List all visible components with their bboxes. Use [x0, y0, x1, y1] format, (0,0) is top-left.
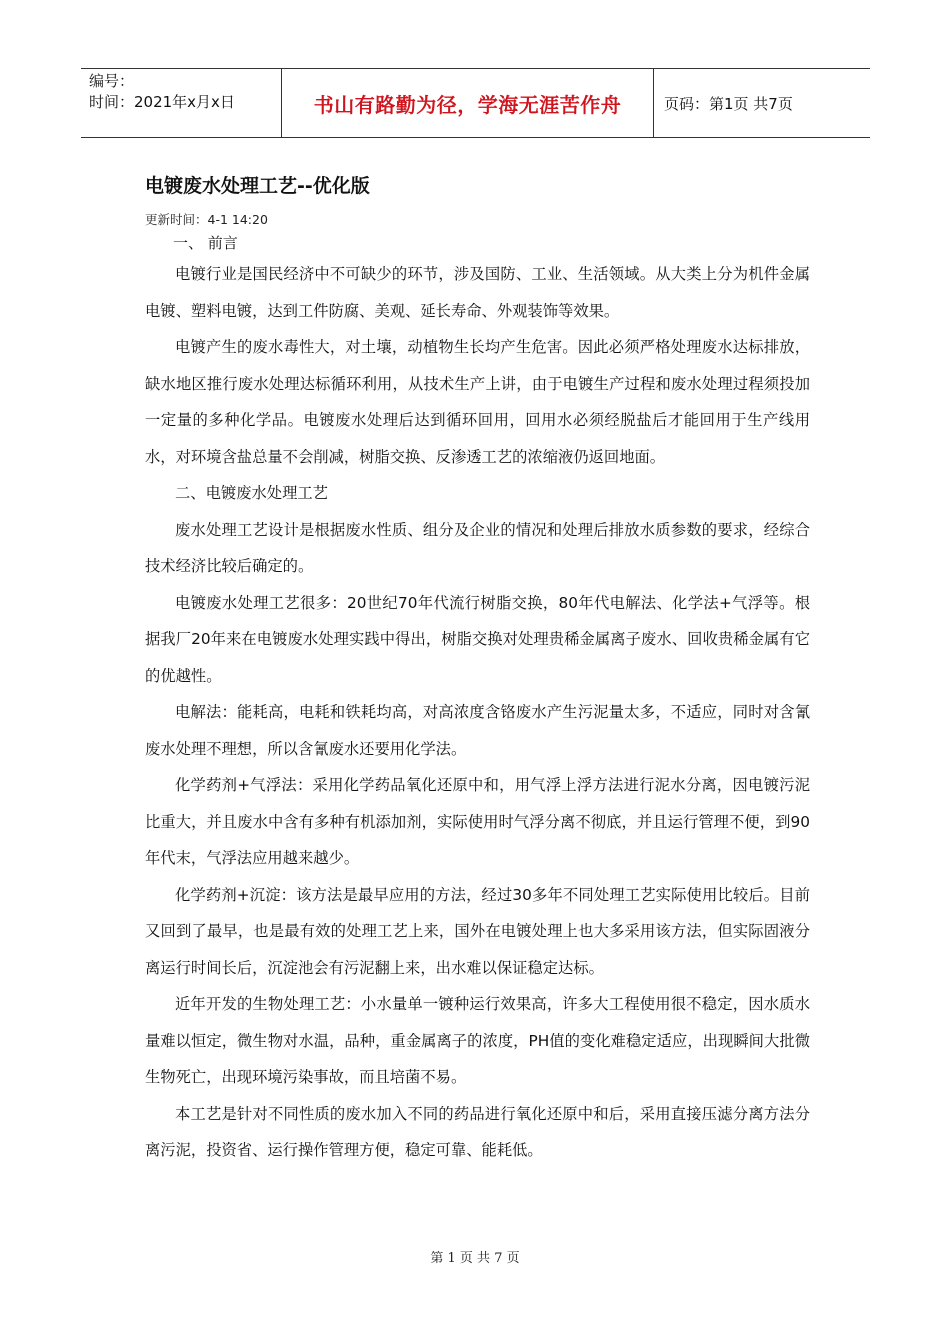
paragraph: 近年开发的生物处理工艺：小水量单一镀种运行效果高，许多大工程使用很不稳定，因水质水量难以恒定，微生物对水温，品种，重金属离子的浓度，PH值的变化难稳定适应，出现瞬间大批微生物死亡，出现环境污染事故，而且培菌不易。 — [145, 995, 810, 1086]
document-title: 电镀废水处理工艺--优化版 — [145, 175, 370, 197]
section-heading-process: 二、电镀废水处理工艺 — [175, 484, 328, 502]
paragraph: 废水处理工艺设计是根据废水性质、组分及企业的情况和处理后排放水质参数的要求，经综合技术经济比较后确定的。 — [145, 520, 810, 575]
paragraph: 电镀产生的废水毒性大，对土壤，动植物生长均产生危害。因此必须严格处理废水达标排放，缺水地区推行废水处理达标循环利用，从技术生产上讲，由于电镀生产过程和废水处理过程须投加一定量的多种化学品。电镀废水处理后达到循环回用，回用水必须经脱盐后才能回用于生产线用水，对环境含盐总量不会削减，树脂交换、反渗透工艺的浓缩液仍返回地面。 — [145, 338, 810, 466]
document-body — [145, 174, 810, 1169]
header-motto: 书山有路勤为径，学海无涯苦作舟 — [281, 69, 654, 137]
paragraph: 电解法：能耗高，电耗和铁耗均高，对高浓度含铬废水产生污泥量太多，不适应，同时对含氰废水处理不理想，所以含氰废水还要用化学法。 — [145, 703, 810, 758]
section-heading-preface: 一、 前言 — [173, 234, 238, 252]
header-page-number: 页码：第1页 共7页 — [664, 94, 793, 113]
document-time-label: 时间：2021年x月x日 — [89, 93, 235, 111]
paragraph: 本工艺是针对不同性质的废水加入不同的药品进行氧化还原中和后，采用直接压滤分离方法分离污泥，投资省、运行操作管理方便，稳定可靠、能耗低。 — [145, 1104, 810, 1159]
page-header — [81, 68, 870, 138]
paragraph: 电镀行业是国民经济中不可缺少的环节，涉及国防、工业、生活领域。从大类上分为机件金属电镀、塑料电镀，达到工件防腐、美观、延长寿命、外观装饰等效果。 — [145, 265, 810, 320]
paragraph: 电镀废水处理工艺很多：20世纪70年代流行树脂交换，80年代电解法、化学法+气浮等。根据我厂20年来在电镀废水处理实践中得出，树脂交换对处理贵稀金属离子废水、回收贵稀金属有它的优越性。 — [145, 593, 810, 685]
paragraph: 化学药剂+沉淀：该方法是最早应用的方法，经过30多年不同处理工艺实际使用比较后。目前又回到了最早，也是最有效的处理工艺上来，国外在电镀处理上也大多采用该方法，但实际固液分离运行时间长后，沉淀池会有污泥翻上来，出水难以保证稳定达标。 — [145, 885, 810, 977]
paragraph: 化学药剂+气浮法：采用化学药品氧化还原中和，用气浮上浮方法进行泥水分离，因电镀污泥比重大，并且废水中含有多种有机添加剂，实际使用时气浮分离不彻底，并且运行管理不便，到90年代末，气浮法应用越来越少。 — [145, 776, 810, 867]
document-number-label: 编号： — [89, 72, 135, 90]
header-meta — [81, 69, 281, 137]
page-footer: 第 1 页 共 7 页 — [430, 1251, 520, 1266]
update-time: 更新时间：4-1 14:20 — [145, 212, 268, 227]
